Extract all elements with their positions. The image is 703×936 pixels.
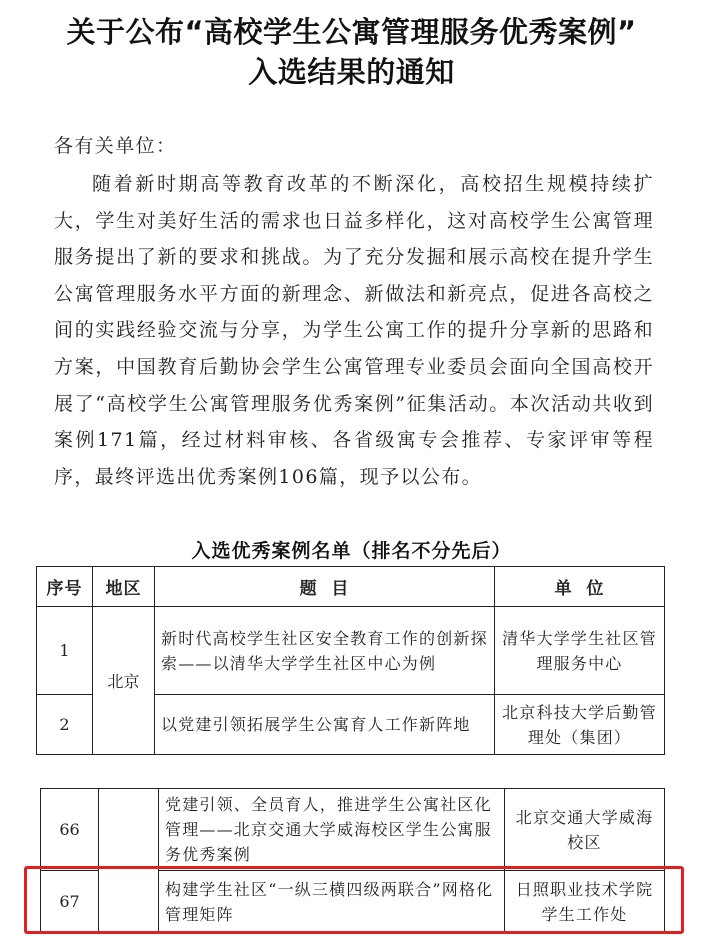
header-region: 地区 [93, 567, 155, 607]
row-unit: 北京交通大学威海校区 [505, 789, 665, 871]
header-topic: 题 目 [155, 567, 495, 607]
row-number: 67 [41, 871, 99, 933]
row-unit: 日照职业技术学院学生工作处 [505, 871, 665, 933]
row-region: 北京 [93, 607, 155, 755]
notice-title-line-1: 关于公布“高校学生公寓管理服务优秀案例” [66, 15, 637, 49]
row-number: 2 [37, 695, 93, 755]
row-unit: 北京科技大学后勤管理处（集团） [495, 695, 665, 755]
row-unit: 清华大学学生社区管理服务中心 [495, 607, 665, 695]
row-topic: 构建学生社区“一纵三横四级两联合”网格化管理矩阵 [159, 871, 505, 933]
row-topic: 新时代高校学生社区安全教育工作的创新探索——以清华大学学生社区中心为例 [155, 607, 495, 695]
salutation: 各有关单位： [54, 135, 177, 157]
cases-table-top [36, 566, 665, 755]
row-number: 66 [41, 789, 99, 871]
cases-table-bottom [40, 788, 665, 933]
body-paragraph: 随着新时期高等教育改革的不断深化，高校招生规模持续扩大，学生对美好生活的需求也日益多样化，这对高校学生公寓管理服务提出了新的要求和挑战。为了充分发掘和展示高校在提升学生公寓管理服务水平方面的新理念、新做法和新亮点，促进各高校之间的实践经验交流与分享，为学生公寓工作的提升分享新的思路和方案，中国教育后勤协会学生公寓管理专业委员会面向全国高校开展了“高校学生公寓管理服务优秀案例”征集活动。本次活动共收到案例171篇，经过材料审核、各省级寓专会推荐、专家评审等程序，最终评选出优秀案例106篇，现予以公布。 [54, 173, 654, 488]
row-number: 1 [37, 607, 93, 695]
header-number: 序号 [37, 567, 93, 607]
row-topic: 以党建引领拓展学生公寓育人工作新阵地 [155, 695, 495, 755]
row-region-empty [99, 789, 159, 933]
notice-title-line-2: 入选结果的通知 [248, 55, 455, 89]
table-row [41, 789, 665, 871]
list-heading: 入选优秀案例名单（排名不分先后） [191, 540, 512, 562]
table-row [37, 607, 665, 695]
row-topic: 党建引领、全员育人，推进学生公寓社区化管理——北京交通大学威海校区学生公寓服务优秀案例 [159, 789, 505, 871]
header-unit: 单 位 [495, 567, 665, 607]
table-header-row [37, 567, 665, 607]
